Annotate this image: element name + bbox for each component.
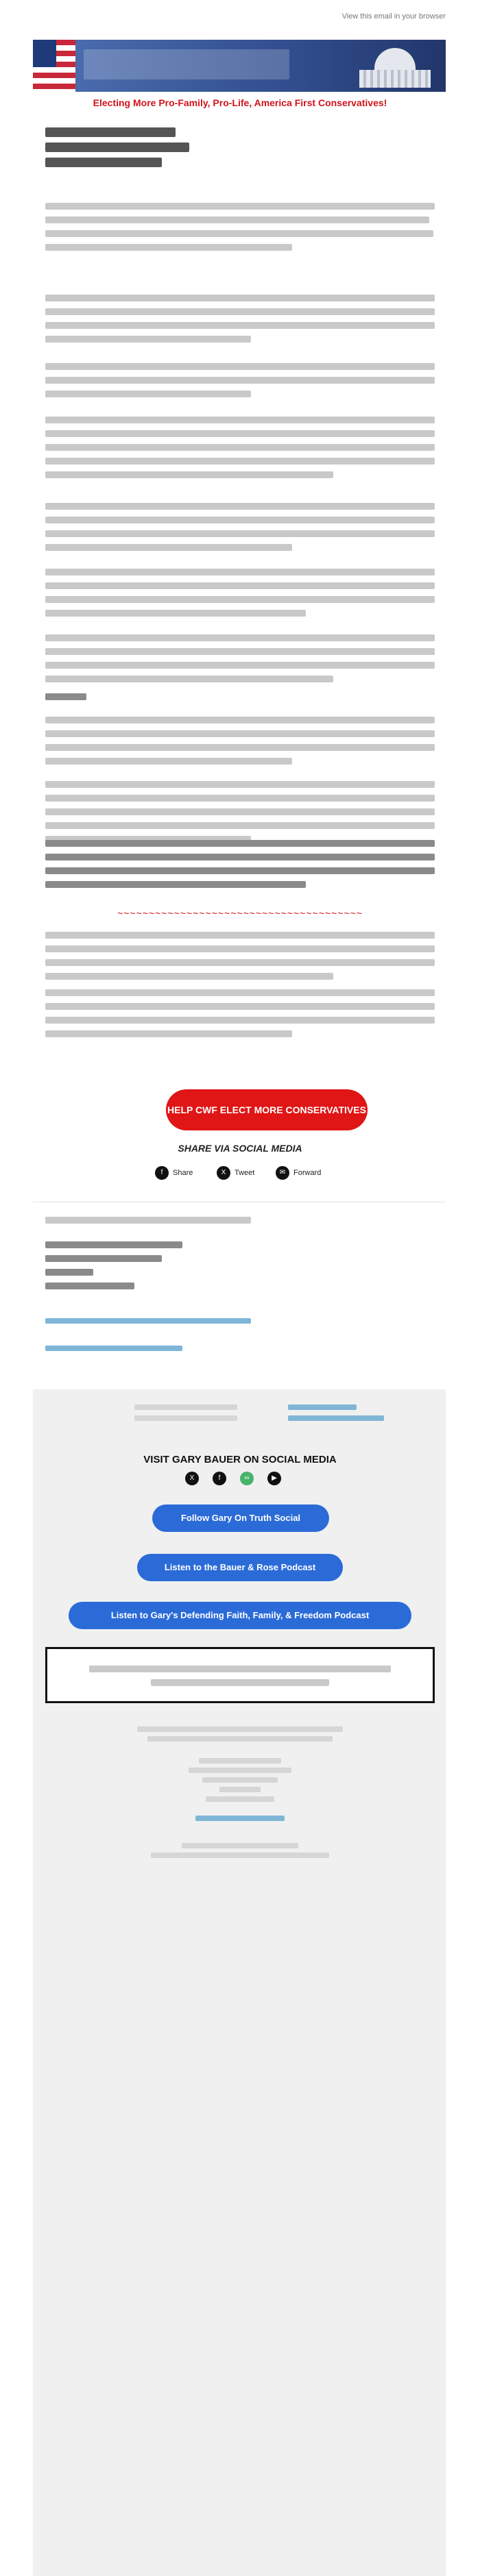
share-facebook-button[interactable] xyxy=(155,1166,193,1180)
body-paragraph xyxy=(45,363,435,404)
tagline: Electing More Pro-Family, Pro-Life, America First Conservatives! xyxy=(93,97,387,108)
header-banner xyxy=(33,40,446,92)
facebook-icon[interactable]: f xyxy=(213,1472,226,1485)
preferences-notice xyxy=(130,1843,350,1862)
x-icon: X xyxy=(217,1166,230,1180)
add-to-address-book-link[interactable] xyxy=(130,1816,350,1825)
phone-fax xyxy=(103,1404,240,1421)
bauer-rose-podcast-button[interactable]: Listen to the Bauer & Rose Podcast xyxy=(137,1554,343,1581)
body-paragraph xyxy=(45,634,435,689)
share-label: Share xyxy=(173,1169,193,1177)
letter-heading xyxy=(45,127,435,173)
forward-email-button[interactable] xyxy=(276,1166,321,1180)
truth-social-button[interactable]: Follow Gary On Truth Social xyxy=(152,1504,329,1532)
forward-label: Forward xyxy=(293,1169,322,1177)
body-paragraph xyxy=(45,503,435,558)
mailing-address xyxy=(45,1241,435,1296)
share-title: SHARE VIA SOCIAL MEDIA xyxy=(178,1143,302,1154)
body-paragraph xyxy=(45,417,435,485)
mailing-address-footer xyxy=(130,1758,350,1806)
copyright-notice xyxy=(130,1726,350,1746)
social-heading: VISIT GARY BAUER ON SOCIAL MEDIA xyxy=(143,1454,337,1465)
paid-for-notice xyxy=(45,1647,435,1703)
body-paragraph xyxy=(45,781,435,850)
body-paragraph xyxy=(45,295,435,349)
american-flag-icon xyxy=(33,40,75,92)
body-paragraph xyxy=(45,717,435,771)
email-icon: ✉ xyxy=(276,1166,289,1180)
x-icon[interactable]: X xyxy=(185,1472,199,1485)
emphasis-line xyxy=(45,693,435,700)
capitol-dome-icon xyxy=(354,45,436,88)
mailing-intro xyxy=(45,1217,435,1224)
share-twitter-button[interactable] xyxy=(217,1166,254,1180)
body-paragraph xyxy=(45,569,435,623)
archives-link[interactable] xyxy=(45,1346,435,1351)
help-cwf-button[interactable]: HELP CWF ELECT MORE CONSERVATIVES xyxy=(166,1089,368,1130)
banner-title-logo xyxy=(84,49,289,79)
view-in-browser-link[interactable]: View this email in your browser xyxy=(341,12,446,21)
body-paragraph xyxy=(45,932,435,987)
prayer-paragraph xyxy=(45,840,435,895)
closing-paragraph xyxy=(45,989,435,1044)
link-icon[interactable]: ∞ xyxy=(240,1472,254,1485)
youtube-icon[interactable]: ▶ xyxy=(267,1472,281,1485)
facebook-icon: f xyxy=(155,1166,169,1180)
defending-faith-podcast-button[interactable]: Listen to Gary's Defending Faith, Family, & Freedom Podcast xyxy=(69,1602,411,1629)
decorative-separator: ~~~~~~~~~~~~~~~~~~~~~~~~~~~~~~~~~~~~~~~ xyxy=(117,908,363,919)
intro-paragraph xyxy=(45,203,435,258)
email-web-links[interactable] xyxy=(288,1404,425,1421)
tweet-label: Tweet xyxy=(235,1169,255,1177)
signup-link[interactable] xyxy=(45,1318,435,1324)
